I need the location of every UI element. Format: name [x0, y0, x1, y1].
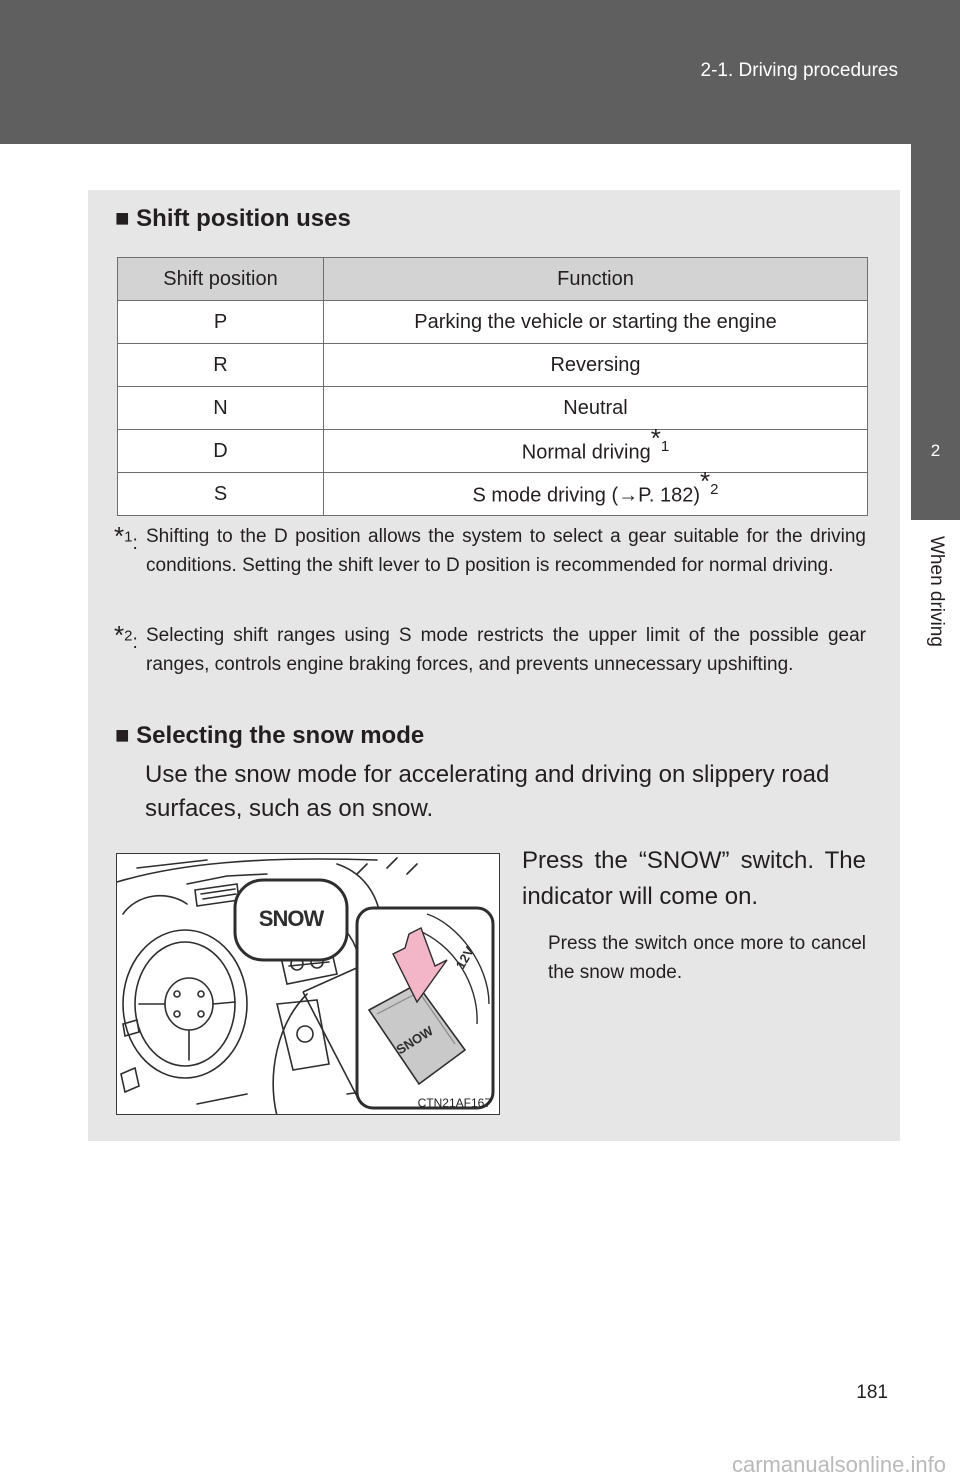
- car-interior-drawing: [117, 854, 500, 1115]
- column-header: Shift position: [118, 258, 324, 301]
- table-row: [118, 473, 868, 516]
- function-cell: Parking the vehicle or starting the engine: [324, 301, 868, 344]
- square-bullet-icon: ■: [115, 722, 130, 749]
- press-switch-instruction: Press the “SNOW” switch. The indicator will come on.: [522, 847, 866, 910]
- asterisk-icon: *: [700, 465, 711, 496]
- figure-code: CTN21AF167: [417, 1096, 491, 1110]
- footnote-number: 1: [660, 437, 670, 455]
- table-row: [118, 344, 868, 387]
- shift-position-cell: S: [118, 473, 324, 516]
- button-label: SNOW: [393, 1023, 436, 1058]
- section-title: 2-1. Driving procedures: [700, 60, 898, 81]
- chapter-number: 2: [930, 441, 941, 460]
- footnote-marker: *$^1$:: [114, 521, 138, 554]
- function-text: Normal driving: [521, 441, 651, 464]
- shift-position-cell: D: [118, 430, 324, 473]
- heading-selecting-snow-mode: [115, 722, 424, 750]
- chapter-tab: [911, 144, 960, 520]
- shift-position-table: [117, 257, 868, 516]
- footnote-2: [114, 621, 866, 679]
- footnote-text: Selecting shift ranges using S mode restricts the upper limit of the possible gear ranges, controls engine braking forces, and prevents unnecessary upshifting.: [146, 625, 866, 675]
- table-row: [118, 301, 868, 344]
- footnote-marker: [700, 465, 719, 498]
- footnote-number: 2: [710, 480, 719, 498]
- socket-label: 12V: [452, 943, 478, 972]
- chapter-title-wrap: [911, 536, 960, 656]
- callout-label: SNOW: [258, 906, 324, 931]
- shift-position-cell: N: [118, 387, 324, 430]
- chapter-title: When driving: [926, 536, 947, 647]
- watermark: carmanualsonline.info: [731, 1452, 946, 1477]
- footnote-marker: [650, 422, 670, 455]
- table-header-row: [118, 258, 868, 301]
- footnote-number: 1: [124, 528, 133, 546]
- asterisk-icon: *: [114, 620, 125, 650]
- asterisk-icon: *: [650, 422, 661, 453]
- footnote-marker: *$^2$:: [114, 620, 138, 653]
- header-bar: [0, 0, 960, 144]
- footnote-1: [114, 522, 866, 580]
- shift-position-cell: R: [118, 344, 324, 387]
- footnote-number: 2: [124, 627, 133, 645]
- table-row: [118, 387, 868, 430]
- heading-text: Selecting the snow mode: [136, 722, 425, 749]
- function-cell: [324, 465, 868, 516]
- heading-shift-position-uses: [115, 205, 351, 233]
- shift-position-cell: P: [118, 301, 324, 344]
- footnote-text: Shifting to the D position allows the system to select a gear suitable for the driving conditions. Setting the shift lever to D position is recommended for normal driving.: [146, 526, 866, 576]
- function-cell: Reversing: [324, 344, 868, 387]
- heading-text: Shift position uses: [136, 205, 351, 232]
- snow-switch-illustration: [116, 853, 500, 1115]
- snow-mode-intro: Use the snow mode for accelerating and driving on slippery road surfaces, such as on snow.: [145, 761, 830, 822]
- asterisk-icon: *: [114, 521, 125, 551]
- function-text: S mode driving (→P. 182): [472, 484, 701, 507]
- cancel-instruction: Press the switch once more to cancel the snow mode.: [548, 933, 866, 983]
- column-header: Function: [324, 258, 868, 301]
- function-cell: Neutral: [324, 387, 868, 430]
- function-cell: [324, 422, 868, 473]
- table-row: [118, 430, 868, 473]
- page-number: 181: [856, 1382, 888, 1403]
- square-bullet-icon: ■: [115, 205, 130, 232]
